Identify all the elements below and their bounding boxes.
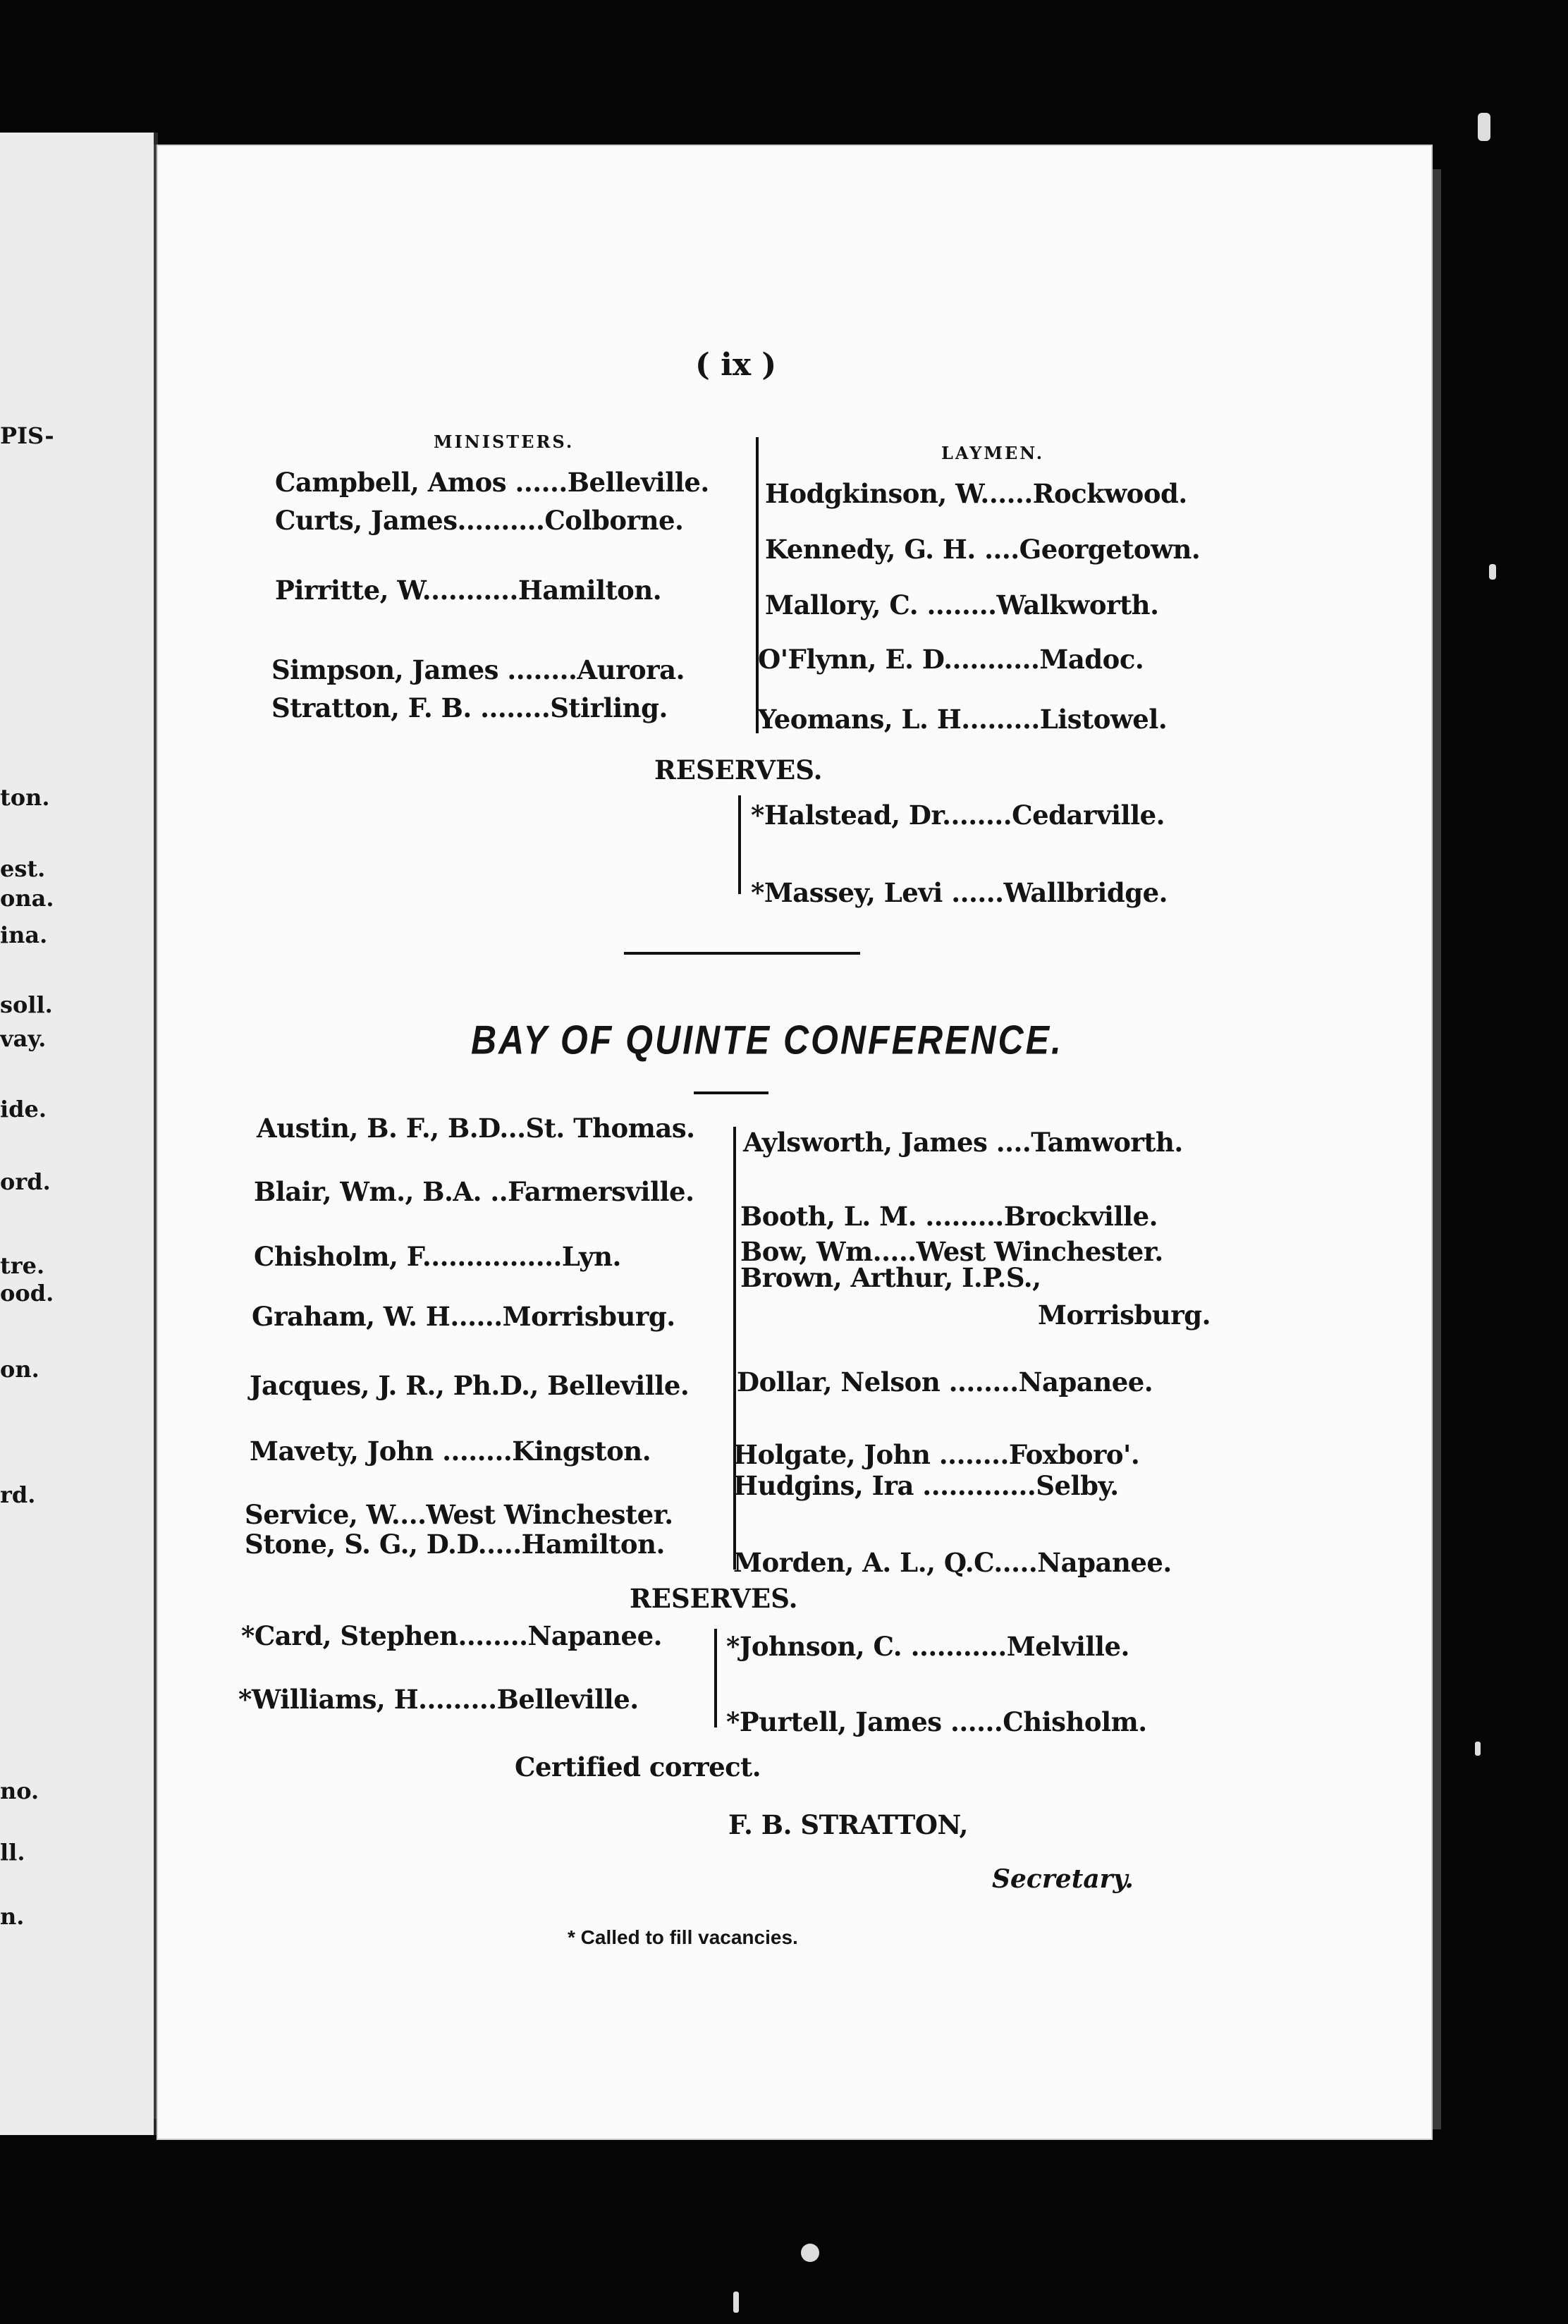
minister-entry: Service, W....West Winchester. (245, 1499, 673, 1530)
laymen-header: LAYMEN. (941, 443, 1045, 463)
reserves-title: RESERVES. (654, 754, 823, 785)
minister-entry: Campbell, Amos ......Belleville. (275, 467, 709, 498)
reserve-entry: *Johnson, C. ...........Melville. (726, 1631, 1129, 1662)
facing-fragment: ord. (0, 1168, 51, 1195)
facing-fragment: ina. (0, 922, 48, 948)
minister-entry: Chisholm, F................Lyn. (254, 1241, 621, 1272)
layman-entry: Morrisburg. (1038, 1299, 1211, 1331)
facing-fragment: ona. (0, 885, 54, 912)
ministers-header: MINISTERS. (434, 432, 575, 452)
minister-entry: Curts, James..........Colborne. (275, 505, 684, 536)
page-number: ( ix ) (695, 347, 777, 383)
reserve-entry: *Massey, Levi ......Wallbridge. (751, 877, 1168, 908)
minister-entry: Graham, W. H......Morrisburg. (252, 1301, 675, 1332)
facing-fragment: soll. (0, 991, 53, 1018)
layman-entry: Hudgins, Ira .............Selby. (733, 1470, 1119, 1501)
layman-entry: Brown, Arthur, I.P.S., (740, 1262, 1041, 1293)
facing-fragment: no. (0, 1778, 39, 1804)
minister-entry: Blair, Wm., B.A. ..Farmersville. (254, 1176, 694, 1207)
facing-fragment: ll. (0, 1839, 25, 1866)
layman-entry: Aylsworth, James ....Tamworth. (743, 1127, 1183, 1158)
title-rule (694, 1091, 768, 1094)
facing-fragment: ood. (0, 1280, 54, 1307)
layman-entry: Bow, Wm.....West Winchester. (740, 1236, 1163, 1267)
reserves-title: RESERVES. (630, 1583, 798, 1614)
facing-fragment: on. (0, 1356, 39, 1383)
minister-entry: Simpson, James ........Aurora. (271, 654, 685, 685)
layman-entry: Hodgkinson, W......Rockwood. (765, 478, 1187, 509)
conference-title: BAY OF QUINTE CONFERENCE. (471, 1017, 1063, 1063)
reserves-divider (714, 1629, 717, 1727)
layman-entry: O'Flynn, E. D...........Madoc. (758, 644, 1144, 675)
signatory-role: Secretary. (992, 1864, 1134, 1894)
reserve-entry: *Halstead, Dr........Cedarville. (751, 800, 1165, 831)
layman-entry: Kennedy, G. H. ....Georgetown. (765, 534, 1201, 565)
facing-fragment: PIS- (0, 422, 54, 449)
signatory-name: F. B. STRATTON, (728, 1809, 968, 1840)
layman-entry: Dollar, Nelson ........Napanee. (737, 1366, 1153, 1398)
layman-entry: Mallory, C. ........Walkworth. (765, 589, 1159, 620)
certified-text: Certified correct. (515, 1751, 761, 1782)
minister-entry: Pirritte, W...........Hamilton. (275, 575, 662, 606)
facing-fragment: est. (0, 855, 46, 882)
facing-fragment: tre. (0, 1252, 45, 1279)
minister-entry: Stratton, F. B. ........Stirling. (271, 692, 668, 723)
column-divider (733, 1127, 736, 1570)
facing-fragment: vay. (0, 1025, 47, 1052)
page-edge (1433, 169, 1441, 2129)
minister-entry: Jacques, J. R., Ph.D., Belleville. (250, 1370, 690, 1401)
minister-entry: Mavety, John ........Kingston. (250, 1436, 651, 1467)
layman-entry: Morden, A. L., Q.C.....Napanee. (733, 1547, 1172, 1578)
facing-fragment: ton. (0, 784, 50, 811)
reserves-divider (738, 795, 741, 894)
layman-entry: Yeomans, L. H.........Listowel. (758, 704, 1168, 735)
reserve-entry: *Purtell, James ......Chisholm. (726, 1706, 1147, 1737)
reserve-entry: *Card, Stephen........Napanee. (241, 1620, 663, 1651)
minister-entry: Austin, B. F., B.D...St. Thomas. (257, 1113, 695, 1144)
facing-fragment: ide. (0, 1096, 47, 1123)
layman-entry: Holgate, John ........Foxboro'. (733, 1439, 1140, 1470)
reserve-entry: *Williams, H.........Belleville. (238, 1684, 639, 1715)
facing-fragment: rd. (0, 1481, 36, 1508)
layman-entry: Booth, L. M. .........Brockville. (740, 1201, 1158, 1232)
facing-fragment: n. (0, 1903, 25, 1930)
footnote: * Called to fill vacancies. (568, 1926, 798, 1948)
section-rule (624, 952, 860, 955)
minister-entry: Stone, S. G., D.D.....Hamilton. (245, 1529, 665, 1560)
column-divider (756, 437, 759, 733)
